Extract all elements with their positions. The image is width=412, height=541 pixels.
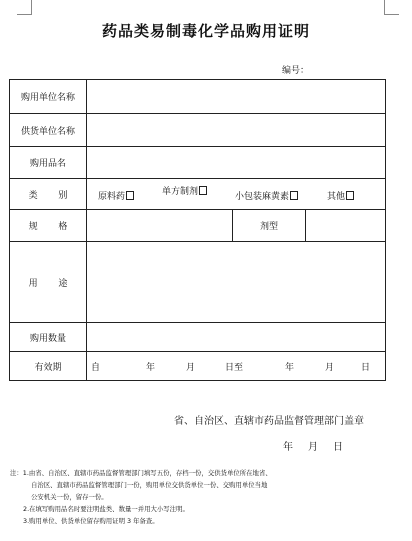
category-option-other[interactable] <box>327 189 354 202</box>
note-1-text: 1.由省、自治区、直辖市药品监督管理部门填写五份，存档一份，交供货单位所在地省、 <box>22 469 272 477</box>
category-option-raw[interactable] <box>98 189 134 202</box>
page-corner-mark-left <box>17 0 32 15</box>
supplier-field[interactable] <box>87 114 386 147</box>
form-row-purchaser <box>10 80 386 114</box>
checkbox-icon <box>290 191 298 200</box>
page-corner-mark-right <box>384 0 399 15</box>
category-raw-label: 原料药 <box>98 192 126 202</box>
checkbox-icon <box>199 186 207 195</box>
date-year: 年 <box>146 363 156 373</box>
category-options <box>87 179 385 209</box>
document-title: 药品类易制毒化学品购用证明 <box>101 22 310 40</box>
form-row-quantity <box>10 323 386 352</box>
quantity-label: 购用数量 <box>10 323 87 352</box>
dosage-form-field[interactable] <box>306 210 386 242</box>
checkbox-icon <box>346 191 354 200</box>
product-field[interactable] <box>87 147 386 179</box>
note-3: 3.购用单位、供货单位留存购用证明 3 年备查。 <box>23 517 159 525</box>
date-month-2: 月 <box>325 363 335 373</box>
serial-number-label: 编号： <box>282 66 310 76</box>
spec-label: 规 格 <box>10 210 87 242</box>
category-option-ephedrine[interactable] <box>235 189 298 202</box>
form-row-spec <box>10 210 386 242</box>
supplier-label: 供货单位名称 <box>10 114 87 147</box>
spec-field[interactable] <box>87 210 233 242</box>
note-1-line-2: 自治区、直辖市药品监督管理部门一份，购用单位交供货单位一份、交购用单位当地 <box>31 481 268 489</box>
category-other-label: 其他 <box>327 192 346 202</box>
dosage-form-label: 剂型 <box>233 210 306 242</box>
date-from: 自 <box>91 363 101 373</box>
purchaser-field[interactable] <box>87 80 386 114</box>
date-day-to: 日至 <box>225 363 244 373</box>
category-label: 类 别 <box>10 179 87 210</box>
category-ephedrine-label: 小包装麻黄素 <box>235 192 290 202</box>
purpose-field[interactable] <box>87 242 386 323</box>
form-row-product <box>10 147 386 179</box>
product-label: 购用品名 <box>10 147 87 179</box>
note-1-line-3: 公安机关一份，留存一份。 <box>31 493 108 501</box>
issuer-seal-line: 省、自治区、直辖市药品监督管理部门盖章 <box>174 416 364 427</box>
note-1-line-1 <box>10 467 405 479</box>
issue-date-day: 日 <box>333 442 343 453</box>
purchase-certificate-form <box>9 79 386 381</box>
form-row-supplier <box>10 114 386 147</box>
notes <box>10 467 405 527</box>
date-month: 月 <box>186 363 196 373</box>
category-single-label: 单方制剂 <box>162 187 199 197</box>
form-row-category <box>10 179 386 210</box>
category-option-single[interactable] <box>162 184 207 197</box>
quantity-field[interactable] <box>87 323 386 352</box>
checkbox-icon <box>126 191 134 200</box>
issue-date-year: 年 <box>283 442 293 453</box>
validity-date <box>87 352 385 380</box>
date-day: 日 <box>361 363 371 373</box>
notes-prefix: 注： <box>10 469 23 477</box>
note-2: 2.在填写购用品名时要注明盐类、数量一并用大小写注明。 <box>23 505 189 513</box>
issue-date-month: 月 <box>308 442 318 453</box>
purchaser-label: 购用单位名称 <box>10 80 87 114</box>
validity-label: 有效期 <box>10 352 87 381</box>
date-year-2: 年 <box>285 363 295 373</box>
form-row-purpose <box>10 242 386 323</box>
purpose-label: 用 途 <box>10 242 87 323</box>
form-row-validity <box>10 352 386 381</box>
validity-field[interactable] <box>87 352 386 381</box>
